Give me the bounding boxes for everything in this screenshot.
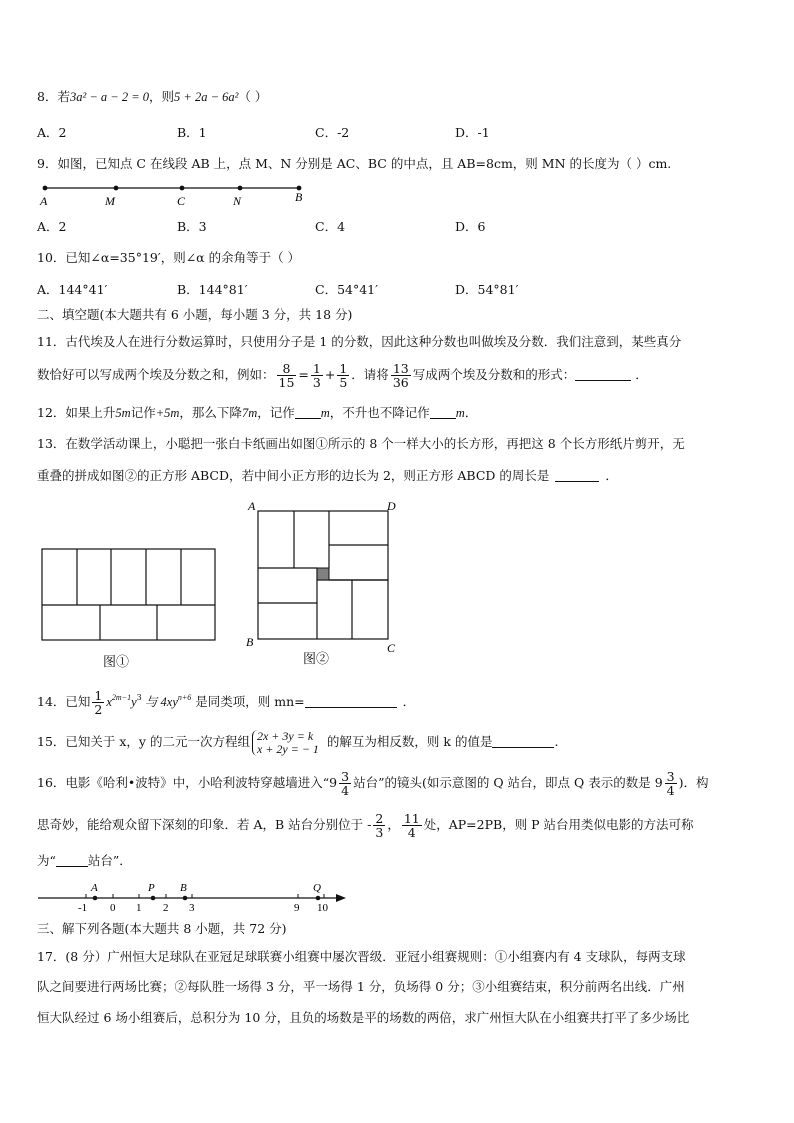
section-2-heading: 二、填空题(本大题共有 6 小题，每小题 3 分，共 18 分) bbox=[37, 307, 353, 322]
q13-figure-1 bbox=[40, 548, 220, 646]
equation-system: 2x + 3y = k x + 2y = − 1 bbox=[252, 730, 319, 756]
q13-answer-blank[interactable] bbox=[555, 481, 599, 482]
label-a: A bbox=[91, 882, 98, 894]
q11-line1: 11．古代埃及人在进行分数运算时，只使用分子是 1 的分数，因此这种分数也叫做埃及分数．我们注意到，某些真分 bbox=[37, 334, 682, 349]
q10-option-a[interactable]: A．144°41′ bbox=[37, 282, 108, 297]
q10-option-d[interactable]: D．54°81′ bbox=[455, 282, 519, 297]
q16-number-line bbox=[36, 878, 356, 914]
label-p: P bbox=[148, 882, 155, 894]
q8-option-d[interactable]: D．-1 bbox=[455, 125, 490, 140]
q13-figure-2-caption: 图② bbox=[303, 652, 330, 667]
q11-line2: 数恰好可以写成两个埃及分数之和，例如： $\frac{8}{15}$ = $\frac{1}{3}$ + $\frac{1}{5}$ ．请将 $\frac{13}{36}$ 写成两个埃及分数和的形式： ． bbox=[37, 361, 648, 390]
label-b: B bbox=[295, 190, 303, 204]
fraction-1-5: $\frac{1}{5}$ bbox=[339, 361, 348, 390]
tick-3: 3 bbox=[189, 902, 195, 914]
label-a: A bbox=[40, 194, 48, 208]
fraction-1-3: $\frac{1}{3}$ bbox=[312, 361, 321, 390]
point-a-dot bbox=[43, 186, 48, 191]
q10-stem: 10．已知∠α=35°19′，则∠α 的余角等于（ ） bbox=[37, 250, 301, 265]
q13-line1: 13．在数学活动课上，小聪把一张白卡纸画出如图①所示的 8 个一样大小的长方形，再把这 8 个长方形纸片剪开，无 bbox=[37, 436, 685, 451]
q16-line3: 为“ 站台”． bbox=[37, 853, 132, 868]
q17-line1: 17．(8 分）广州恒大足球队在亚冠足球联赛小组赛中屡次晋级．亚冠小组赛规则：①小组赛内有 4 支球队，每两支球 bbox=[37, 949, 686, 964]
q13-figure-1-caption: 图① bbox=[103, 655, 130, 670]
arrow-head bbox=[336, 894, 346, 902]
tick-0: 0 bbox=[110, 902, 116, 914]
q13-figure-2 bbox=[242, 498, 412, 658]
q12-stem: 12．如果上升5m记作+5m，那么下降7m，记作 m，不升也不降记作 m． bbox=[37, 405, 478, 420]
fraction-1-2: $\frac{1}{2}$ bbox=[94, 688, 103, 717]
point-q-dot bbox=[316, 896, 321, 901]
point-b-dot bbox=[183, 896, 188, 901]
q9-segment-figure bbox=[36, 180, 336, 210]
q10-option-c[interactable]: C．54°41′ bbox=[315, 282, 378, 297]
q9-option-b[interactable]: B．3 bbox=[177, 219, 207, 234]
label-c: C bbox=[177, 194, 186, 208]
label-d: D bbox=[387, 499, 396, 513]
center-small-square bbox=[317, 568, 329, 580]
tick-1: 1 bbox=[136, 902, 142, 914]
q12-blank-2[interactable] bbox=[430, 418, 456, 419]
tick-9: 9 bbox=[294, 902, 300, 914]
label-q: Q bbox=[313, 882, 321, 894]
label-b: B bbox=[180, 882, 187, 894]
fraction-8-15: $\frac{8}{15}$ bbox=[278, 361, 295, 390]
tick-minus-1: -1 bbox=[78, 902, 88, 914]
q9-option-c[interactable]: C．4 bbox=[315, 219, 346, 234]
q17-line3: 恒大队经过 6 场小组赛后，总积分为 10 分，且负的场数是平的场数的两倍，求广州恒大队在小组赛共打平了多少场比 bbox=[37, 1010, 690, 1025]
q8-option-c[interactable]: C．-2 bbox=[315, 125, 350, 140]
q10-option-b[interactable]: B．144°81′ bbox=[177, 282, 248, 297]
fraction-13-36: $\frac{13}{36}$ bbox=[392, 361, 409, 390]
q9-stem: 9．如图，已知点 C 在线段 AB 上，点 M、N 分别是 AC、BC 的中点，且 AB=8cm，则 MN 的长度为（ ）cm. bbox=[37, 156, 672, 171]
point-n-dot bbox=[238, 186, 243, 191]
label-b: B bbox=[246, 635, 254, 649]
q16-answer-blank[interactable] bbox=[56, 866, 88, 867]
q14-answer-blank[interactable] bbox=[305, 707, 397, 708]
point-m-dot bbox=[114, 186, 119, 191]
q17-line2: 队之间要进行两场比赛；②每队胜一场得 3 分，平一场得 1 分，负场得 0 分；③小组赛结束，积分前两名出线．广州 bbox=[37, 979, 685, 994]
section-3-heading: 三、解下列各题(本大题共 8 小题，共 72 分) bbox=[37, 921, 287, 936]
q9-option-a[interactable]: A．2 bbox=[37, 219, 67, 234]
label-c: C bbox=[387, 641, 396, 655]
q14-stem: 14．已知 $\frac{1}{2}$ $x^{2m-1}y^3$ 与 $4xy^{n+6}$ 是同类项，则 mn= ． bbox=[37, 688, 416, 717]
label-a: A bbox=[248, 499, 256, 513]
tick-2: 2 bbox=[163, 902, 169, 914]
tick-10: 10 bbox=[317, 902, 328, 914]
q16-line1: 16．电影《哈利•波特》中，小哈利波特穿越墙进入“9 $\frac{3}{4}$ 站台”的镜头(如示意图的 Q 站台，即点 Q 表示的数是 9 $\frac{3}{4}$ )．构 bbox=[37, 769, 709, 798]
q15-stem: 15．已知关于 x，y 的二元一次方程组 2x + 3y = k x + 2y = − 1 的解互为相反数，则 k 的值是 . bbox=[37, 728, 559, 756]
q9-option-d[interactable]: D．6 bbox=[455, 219, 486, 234]
label-m: M bbox=[105, 194, 115, 208]
point-a-dot bbox=[93, 896, 98, 901]
point-p-dot bbox=[151, 896, 156, 901]
q16-line2: 思奇妙，能给观众留下深刻的印象．若 A，B 站台分别位于 - $\frac{2}{3}$ ， $\frac{11}{4}$ 处，AP=2PB，则 P 站台用类似电影的方法可称 bbox=[37, 811, 694, 840]
q15-answer-blank[interactable] bbox=[492, 747, 554, 748]
q11-answer-blank[interactable] bbox=[575, 380, 631, 381]
q8-option-b[interactable]: B．1 bbox=[177, 125, 207, 140]
q12-blank-1[interactable] bbox=[295, 418, 321, 419]
q13-line2: 重叠的拼成如图②的正方形 ABCD，若中间小正方形的边长为 2，则正方形 ABCD 的周长是 ． bbox=[37, 468, 618, 483]
q8-option-a[interactable]: A．2 bbox=[37, 125, 67, 140]
label-n: N bbox=[233, 194, 242, 208]
point-c-dot bbox=[180, 186, 185, 191]
q8-stem: 8．若3a² − a − 2 = 0，则5 + 2a − 6a²（ ） bbox=[37, 89, 268, 104]
